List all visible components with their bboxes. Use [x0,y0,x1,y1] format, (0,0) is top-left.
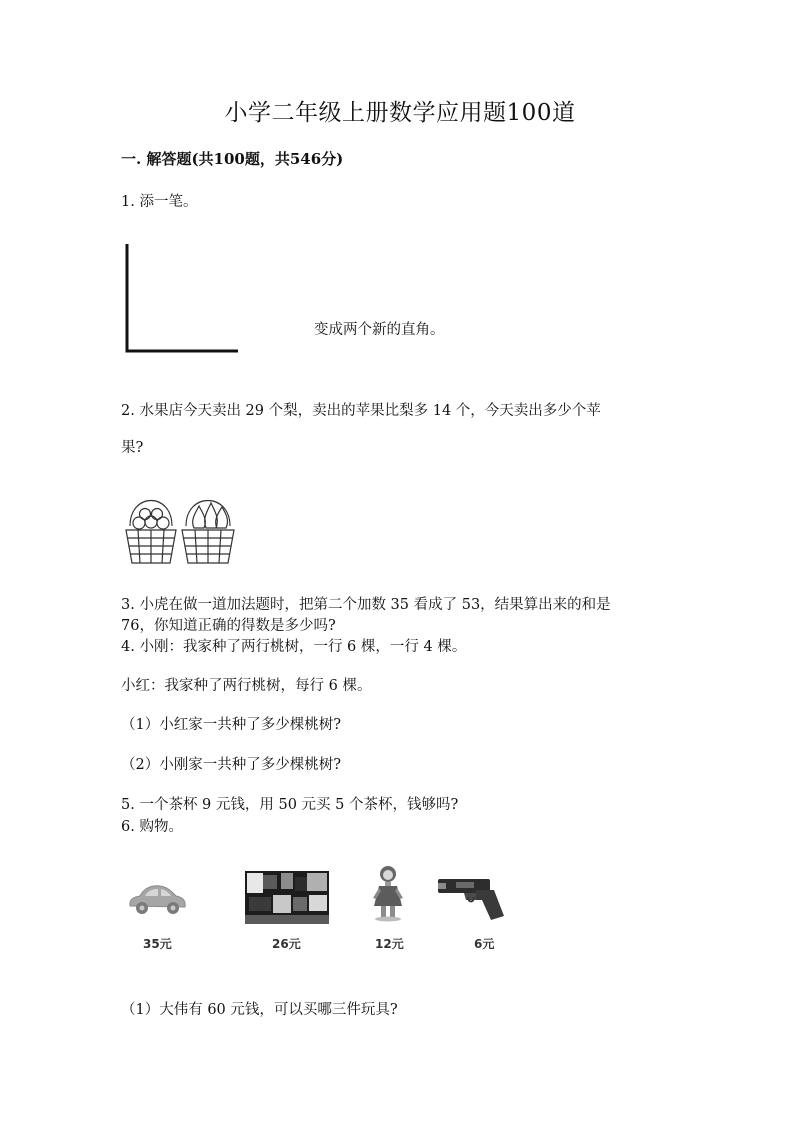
question-2-line-1: 2. 水果店今天卖出 29 个梨，卖出的苹果比梨多 14 个，今天卖出多少个苹 [121,403,601,419]
item-price: 26元 [272,937,301,951]
question-1-caption: 变成两个新的直角。 [314,322,445,338]
fruit-baskets-icon [120,490,242,568]
question-5-text: 5. 一个茶杯 9 元钱，用 50 元买 5 个茶杯，钱够吗? [121,797,459,813]
toy-gun-icon [436,876,508,922]
doll-icon [370,864,406,922]
question-4-sub-1: （1）小红家一共种了多少棵桃树? [121,717,341,733]
question-2-line-2: 果? [121,440,144,456]
question-4-sub-2: （2）小刚家一共种了多少棵桃树? [121,757,341,773]
question-1-text: 1. 添一笔。 [121,194,198,210]
question-3-line-1: 3. 小虎在做一道加法题时，把第二个加数 35 看成了 53，结果算出来的和是 [121,597,611,613]
section-heading: 一. 解答题(共100题，共546分) [121,150,344,168]
question-4-line-1: 4. 小刚：我家种了两行桃树，一行 6 棵，一行 4 棵。 [121,639,467,655]
right-angle-figure [120,240,245,358]
item-price: 35元 [143,937,172,951]
question-3-line-2: 76，你知道正确的得数是多少吗? [121,618,336,634]
toy-car-icon [126,880,188,918]
item-price: 6元 [474,937,495,951]
question-6-sub-1: （1）大伟有 60 元钱，可以买哪三件玩具? [121,1002,398,1018]
page-title: 小学二年级上册数学应用题100道 [224,100,576,126]
puzzle-picture-icon [245,871,329,924]
item-price: 12元 [375,937,404,951]
question-6-text: 6. 购物。 [121,819,183,835]
question-4-line-2: 小红：我家种了两行桃树，每行 6 棵。 [121,678,372,694]
